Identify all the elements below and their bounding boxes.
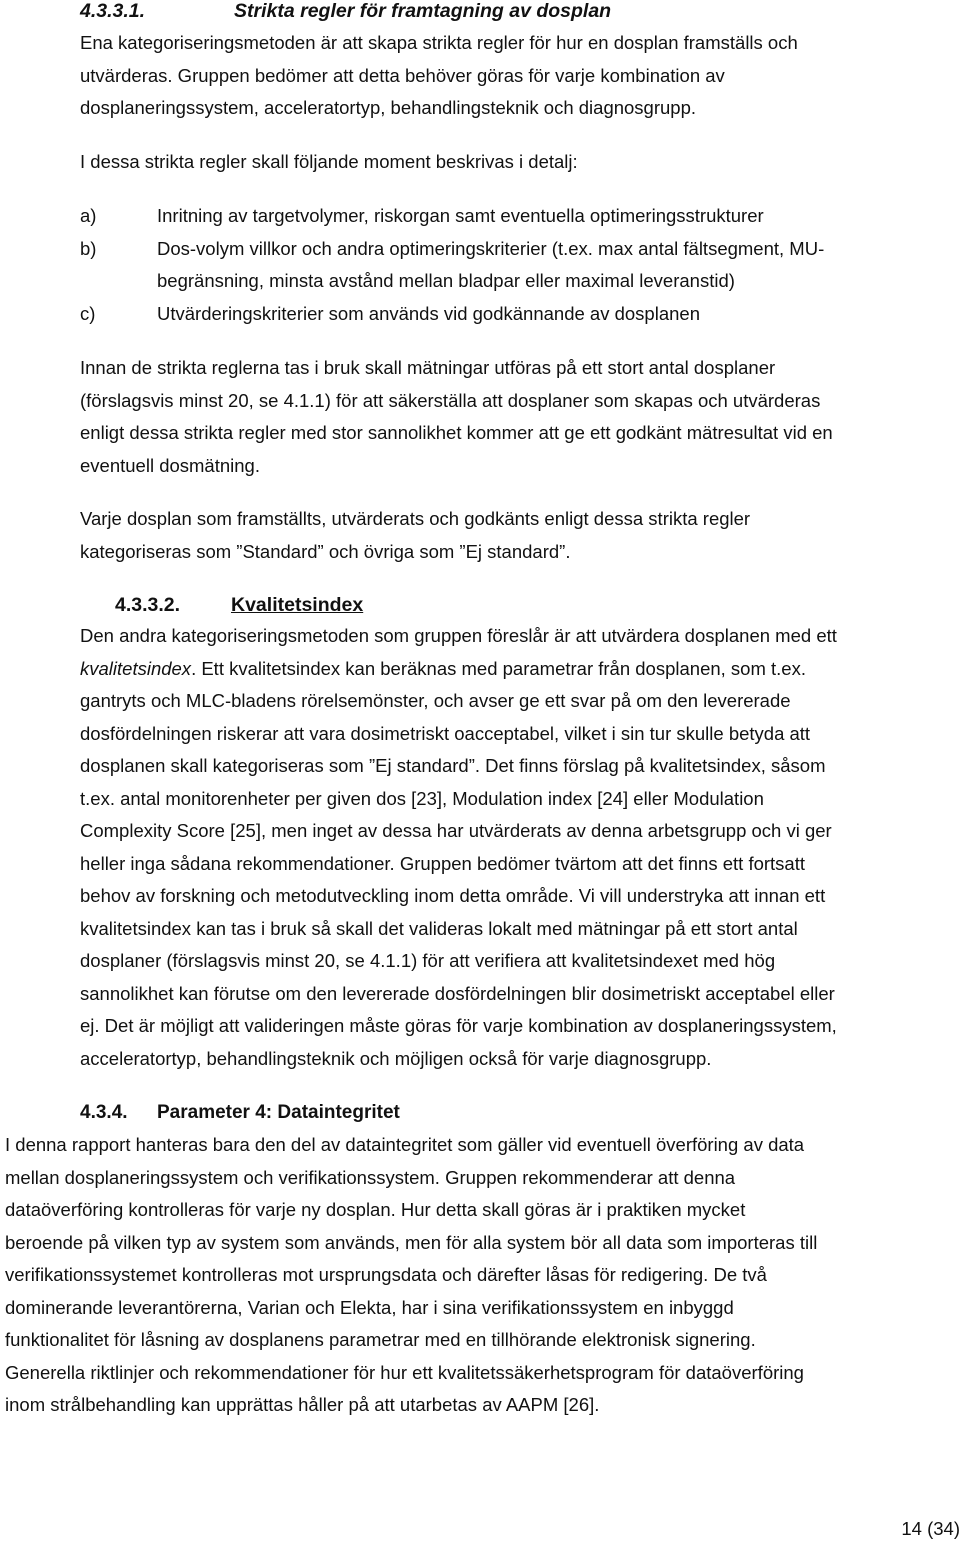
text-run: . Ett kvalitetsindex kan beräknas med parametrar från dosplanen, som t.ex.	[191, 657, 806, 679]
list-item-text: Dos-volym villkor och andra optimeringskriterier (t.ex. max antal fältsegment, MU-	[157, 237, 825, 259]
text-line: dosfördelningen riskerar att vara dosimetriskt oacceptabel, vilket i sin tur skulle betyda att	[80, 722, 811, 744]
list-item-label: a)	[80, 205, 97, 226]
text-line: funktionalitet för låsning av dosplanens parametrar med en tillhörande elektronisk signering.	[5, 1329, 756, 1350]
text-line: behov av forskning och metodutveckling inom detta område. Vi vill understryka att innan ett	[80, 885, 826, 906]
text-line: Generella riktlinjer och rekommendationer för hur ett kvalitetssäkerhetsprogram för dataöverföring	[5, 1361, 804, 1383]
text-line: dominerande leverantörerna, Varian och Elekta, har i sina verifikationssystem en inbyggd	[5, 1296, 734, 1318]
paragraph-3	[80, 352, 833, 482]
section-number: 4.3.4.	[80, 1102, 128, 1123]
text-line: Varje dosplan som framställts, utvärderats och godkänts enligt dessa strikta regler	[80, 508, 751, 529]
text-line: kvalitetsindex kan tas i bruk så skall det valideras lokalt med mätningar på ett stort antal	[80, 917, 798, 939]
text-line: sannolikhet kan förutse om den levererade dosfördelningen blir dosimetriskt acceptabel eller	[80, 982, 835, 1004]
section-number: 4.3.3.2.	[115, 594, 181, 616]
list-item-label: c)	[80, 302, 96, 324]
text-line: I denna rapport hanteras bara den del av dataintegritet som gäller vid eventuell överföring av data	[5, 1134, 805, 1155]
text-line: verifikationssystemet kontrolleras mot ursprungsdata och därefter låsas för redigering. De två	[5, 1264, 767, 1285]
text-line: gantryts och MLC-bladens rörelsemönster, och avser ge ett svar på om den levererade	[80, 690, 791, 711]
paragraph-5	[80, 620, 837, 1075]
text-line: Innan de strikta reglerna tas i bruk skall mätningar utföras på ett stort antal dosplaner	[80, 357, 776, 378]
list-item	[80, 200, 824, 233]
text-line: (förslagsvis minst 20, se 4.1.1) för att säkerställa att dosplaner som skapas och utvärderas	[80, 389, 821, 411]
list-item-label: b)	[80, 237, 97, 259]
text-line: dosplaneringssystem, acceleratortyp, behandlingsteknik och diagnosgrupp.	[80, 97, 697, 118]
page-number: 14 (34)	[901, 1518, 960, 1539]
text-line: ej. Det är möjligt att valideringen måste göras för varje kombination av dosplaneringssystem,	[80, 1015, 837, 1036]
list-item-text: Inritning av targetvolymer, riskorgan samt eventuella optimeringsstrukturer	[157, 205, 764, 226]
list-item-text: Utvärderingskriterier som används vid godkännande av dosplanen	[157, 302, 700, 324]
section-title: Kvalitetsindex	[231, 594, 364, 616]
text-line: acceleratortyp, behandlingsteknik och möjligen också för varje diagnosgrupp.	[80, 1047, 712, 1069]
text-line: inom strålbehandling kan upprättas håller på att utarbetas av AAPM [26].	[5, 1394, 600, 1415]
paragraph-2	[80, 146, 578, 179]
section-4331-heading	[80, 0, 611, 28]
list-item	[80, 298, 824, 331]
paragraph-1	[80, 27, 798, 125]
section-number: 4.3.3.1.	[80, 0, 146, 22]
section-title: Parameter 4: Dataintegritet	[157, 1102, 400, 1123]
criteria-list	[80, 200, 824, 330]
text-line	[80, 653, 837, 686]
text-line: kategoriseras som ”Standard” och övriga som ”Ej standard”.	[80, 540, 571, 562]
text-line: beroende på vilken typ av system som används, men för alla system bör all data som importeras till	[5, 1231, 818, 1253]
text-line: eventuell dosmätning.	[80, 454, 260, 476]
text-line: utvärderas. Gruppen bedömer att detta behöver göras för varje kombination av	[80, 64, 725, 86]
list-item	[80, 233, 824, 298]
section-title: Strikta regler för framtagning av dosplan	[234, 0, 612, 22]
text-line: dosplaner (förslagsvis minst 20, se 4.1.1) för att verifiera att kvalitetsindexet med hög	[80, 950, 776, 971]
text-line: I dessa strikta regler skall följande moment beskrivas i detalj:	[80, 151, 578, 172]
text-line: mellan dosplaneringssystem och verifikationssystem. Gruppen rekommenderar att denna	[5, 1166, 736, 1188]
text-line: dosplanen skall kategoriseras som ”Ej standard”. Det finns förslag på kvalitetsindex, såsom	[80, 755, 826, 776]
paragraph-6	[5, 1129, 817, 1422]
text-line: heller inga sådana rekommendationer. Gruppen bedömer tvärtom att det finns ett fortsatt	[80, 852, 805, 874]
paragraph-4	[80, 503, 750, 568]
section-434-heading	[80, 1097, 400, 1130]
section-4332-heading	[115, 589, 363, 622]
text-line: t.ex. antal monitorenheter per given dos [23], Modulation index [24] eller Modulation	[80, 787, 764, 809]
emphasis-term: kvalitetsindex	[80, 657, 192, 679]
text-line: enligt dessa strikta regler med stor sannolikhet kommer att ge ett godkänt mätresultat vid en	[80, 422, 833, 443]
text-line: Complexity Score [25], men inget av dessa har utvärderats av denna arbetsgrupp och vi ger	[80, 820, 832, 841]
text-line: Ena kategoriseringsmetoden är att skapa strikta regler för hur en dosplan framställs och	[80, 32, 798, 53]
text-line: dataöverföring kontrolleras för varje ny dosplan. Hur detta skall göras är i praktiken mycket	[5, 1199, 746, 1220]
list-item-text: begränsning, minsta avstånd mellan bladpar eller maximal leveranstid)	[157, 270, 735, 291]
text-line: Den andra kategoriseringsmetoden som gruppen föreslår är att utvärdera dosplanen med ett	[80, 625, 837, 646]
